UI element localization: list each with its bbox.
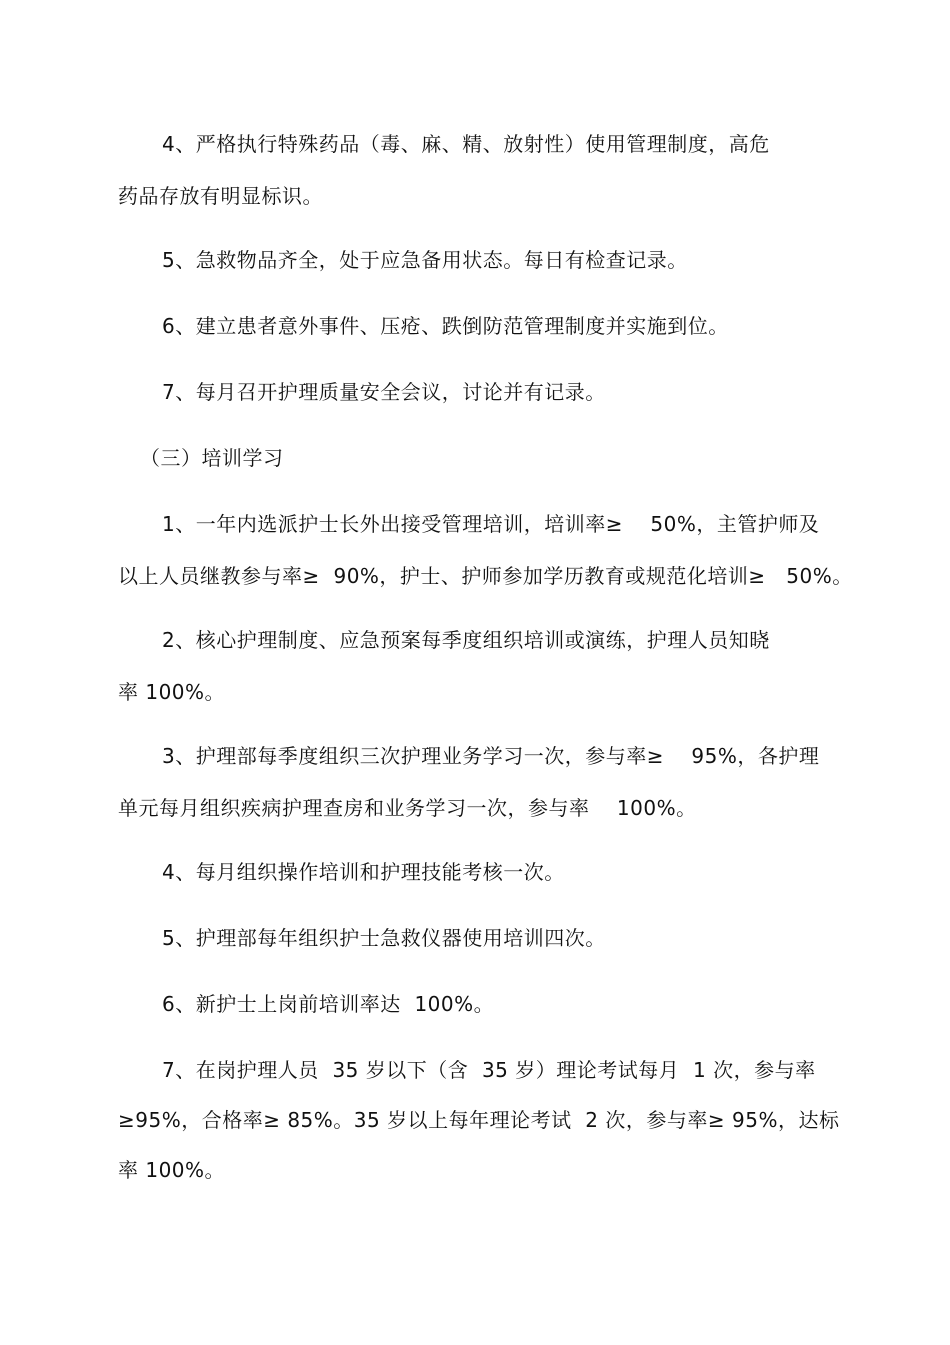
paragraph-4-line-1: 4、严格执行特殊药品（毒、麻、精、放射性）使用管理制度，高危 xyxy=(162,132,770,156)
training-item-6: 6、新护士上岗前培训率达 100%。 xyxy=(162,992,495,1016)
training-item-2-line-1: 2、核心护理制度、应急预案每季度组织培训或演练，护理人员知晓 xyxy=(162,628,770,652)
training-item-1-line-1: 1、一年内选派护士长外出接受管理培训，培训率≥ 50%，主管护师及 xyxy=(162,512,820,536)
paragraph-6: 6、建立患者意外事件、压疮、跌倒防范管理制度并实施到位。 xyxy=(162,314,729,338)
paragraph-7: 7、每月召开护理质量安全会议，讨论并有记录。 xyxy=(162,380,606,404)
training-item-1-line-2: 以上人员继教参与率≥ 90%，护士、护师参加学历教育或规范化培训≥ 50%。 xyxy=(118,564,853,588)
training-item-7-line-3: 率 100%。 xyxy=(118,1158,226,1182)
training-item-7-line-2: ≥95%，合格率≥ 85%。35 岁以上每年理论考试 2 次，参与率≥ 95%，达标 xyxy=(118,1108,840,1132)
section-heading-training: （三）培训学习 xyxy=(140,446,284,470)
training-item-2-line-2: 率 100%。 xyxy=(118,680,226,704)
training-item-7-line-1: 7、在岗护理人员 35 岁以下（含 35 岁）理论考试每月 1 次，参与率 xyxy=(162,1058,816,1082)
training-item-3-line-1: 3、护理部每季度组织三次护理业务学习一次，参与率≥ 95%，各护理 xyxy=(162,744,820,768)
training-item-4: 4、每月组织操作培训和护理技能考核一次。 xyxy=(162,860,565,884)
paragraph-5: 5、急救物品齐全，处于应急备用状态。每日有检查记录。 xyxy=(162,248,688,272)
paragraph-4-line-2: 药品存放有明显标识。 xyxy=(118,184,323,208)
training-item-3-line-2: 单元每月组织疾病护理查房和业务学习一次，参与率 100%。 xyxy=(118,796,697,820)
training-item-5: 5、护理部每年组织护士急救仪器使用培训四次。 xyxy=(162,926,606,950)
